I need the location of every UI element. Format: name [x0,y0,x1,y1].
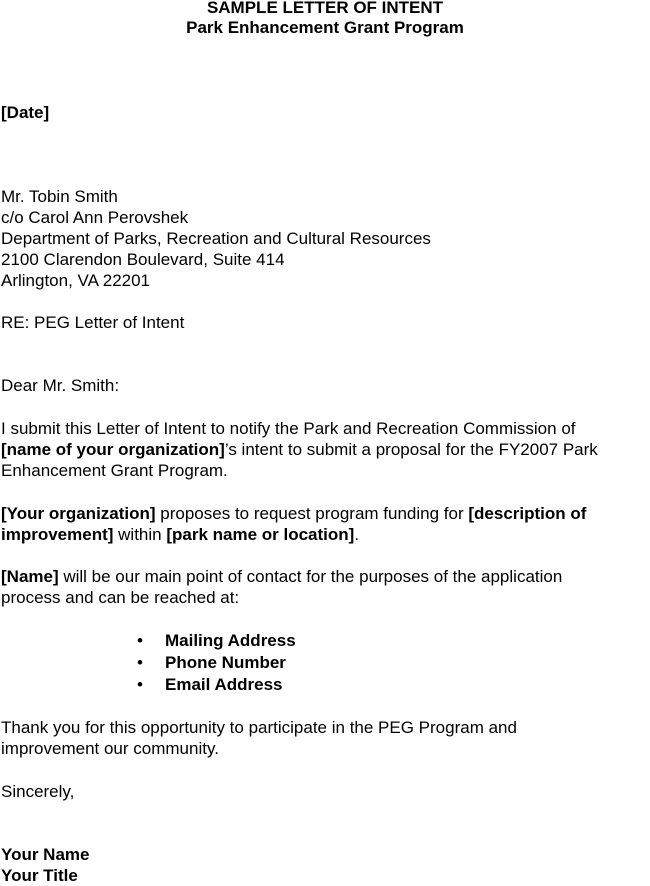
list-item-label: Mailing Address [165,631,296,650]
recipient-care-of: c/o Carol Ann Perovshek [1,208,189,227]
closing: Sincerely, [1,782,75,801]
paragraph1-line3: Enhancement Grant Program. [1,461,228,480]
bullet-icon: • [137,675,143,694]
paragraph2-text1: proposes to request program funding for [155,504,469,523]
letter-subtitle: Park Enhancement Grant Program [186,18,464,37]
date-placeholder: [Date] [1,103,50,122]
paragraph3-line1 [1,567,562,587]
recipient-name: Mr. Tobin Smith [1,187,118,206]
paragraph1-line1: I submit this Letter of Intent to notify the Park and Recreation Commission of [1,419,576,438]
contact-name-placeholder: [Name] [1,567,59,586]
paragraph2-end: . [354,525,360,544]
signature-name: Your Name [1,845,90,864]
paragraph1-line2 [1,440,598,460]
park-placeholder: [park name or location] [166,525,355,544]
list-item-label: Email Address [165,675,283,694]
signature-title: Your Title [1,866,78,885]
paragraph3-text1: will be our main point of contact for the purposes of the application [58,567,563,586]
re-line: RE: PEG Letter of Intent [1,313,185,332]
paragraph1-line2-text: ’s intent to submit a proposal for the FY2007 Park [224,440,598,459]
letter-title: SAMPLE LETTER OF INTENT [206,0,444,17]
bullet-icon: • [137,653,143,672]
recipient-city: Arlington, VA 22201 [1,271,151,290]
closing-paragraph-line2: improvement our community. [1,739,219,758]
org-name-placeholder: [name of your organization] [1,440,225,459]
description-placeholder-part1: [description of [468,504,587,523]
paragraph2-line1 [1,504,586,524]
recipient-department: Department of Parks, Recreation and Cultural Resources [1,229,431,248]
closing-paragraph-line1: Thank you for this opportunity to participate in the PEG Program and [1,718,517,737]
list-item-label: Phone Number [165,653,286,672]
description-placeholder-part2: improvement] [1,525,114,544]
bullet-icon: • [137,631,143,650]
paragraph2-line2 [1,525,359,545]
paragraph3-line2: process and can be reached at: [1,588,240,607]
paragraph2-text2: within [113,525,167,544]
org-placeholder: [Your organization] [1,504,156,523]
recipient-street: 2100 Clarendon Boulevard, Suite 414 [1,250,285,269]
salutation: Dear Mr. Smith: [1,376,120,395]
